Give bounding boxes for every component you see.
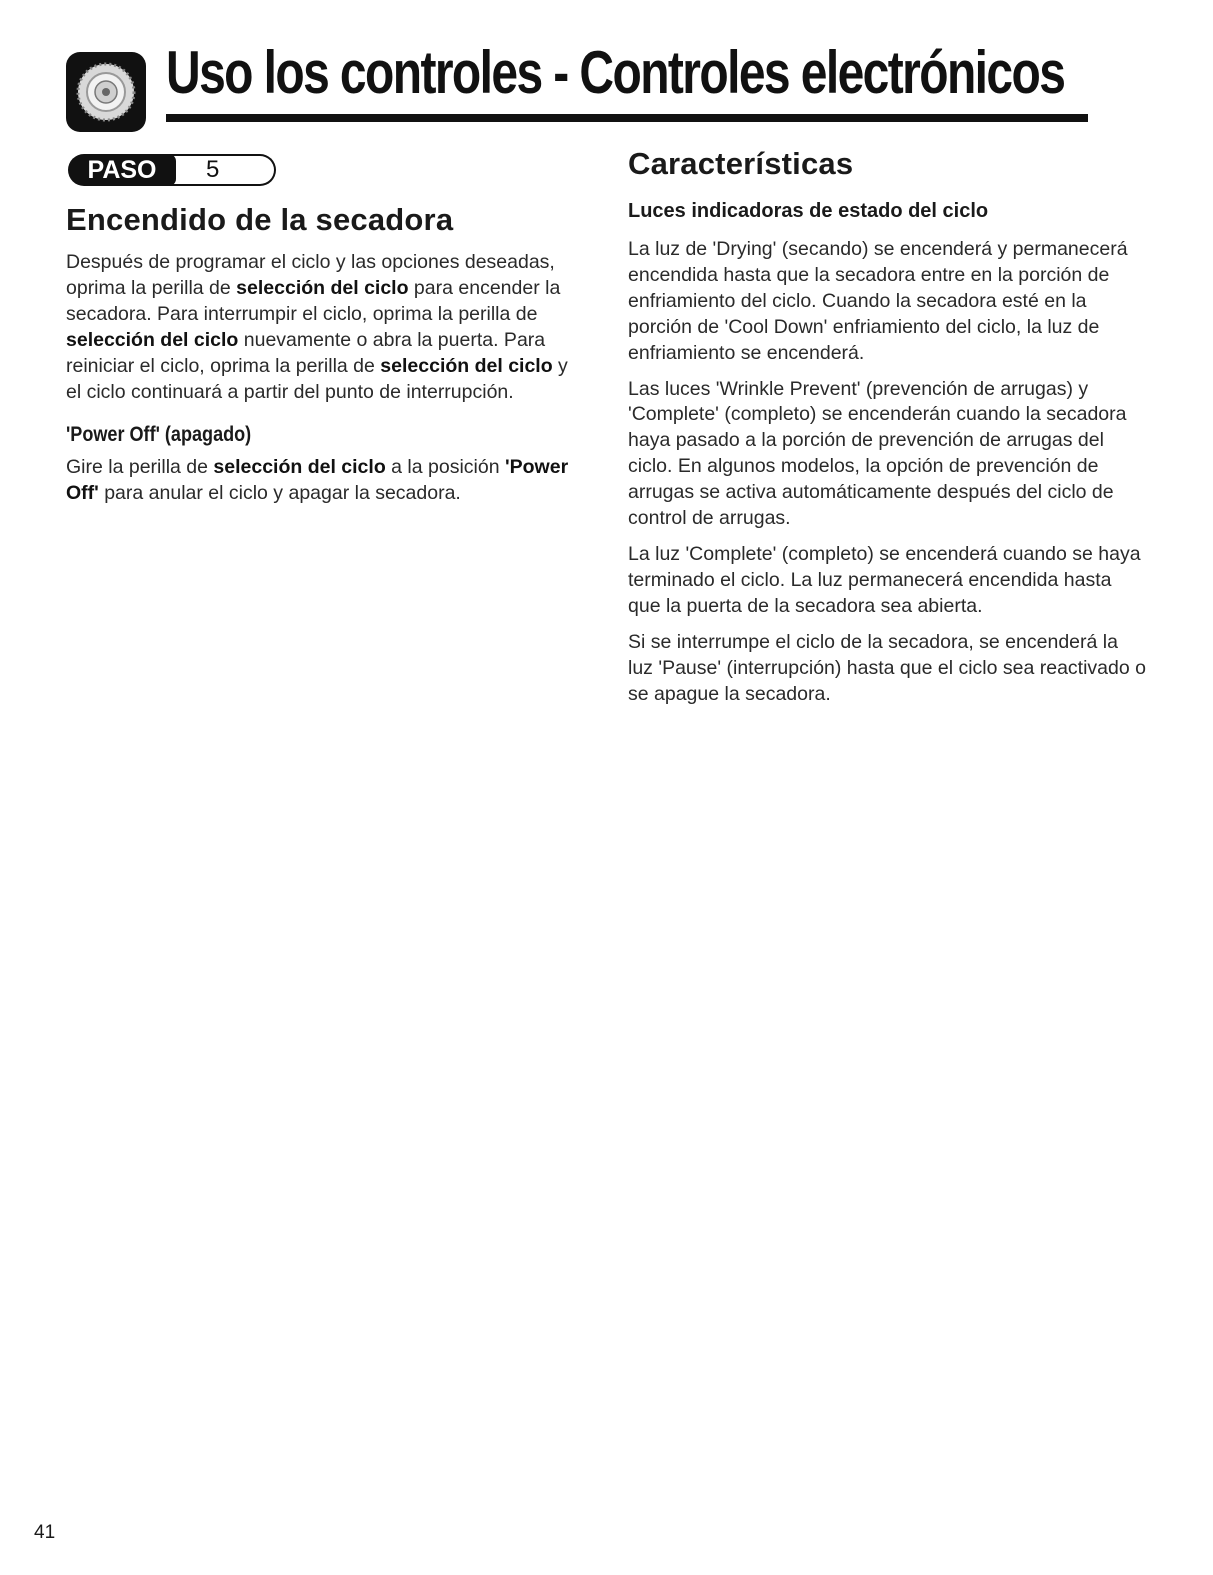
title-rule [166,114,1088,122]
paragraph-complete-light: La luz 'Complete' (completo) se encenderá cuando se haya terminado el ciclo. La luz permanecerá encendida hasta que la puerta de la secadora sea abierta. [628,542,1141,617]
paragraph-wrinkle-light: Las luces 'Wrinkle Prevent' (prevención de arrugas) y 'Complete' (completo) se encenderán cuando la secadora haya pasado a la porción de prevención de arrugas del ciclo. En algunos modelos, la opción de prevención de arrugas se activa automáticamente después del ciclo de control de arrugas. [628,377,1127,530]
step-badge [66,152,586,190]
power-off-heading: 'Power Off' (apagado) [66,423,252,447]
paragraph-pause-light: Si se interrumpe el ciclo de la secadora, se encenderá la luz 'Pause' (interrupción) hasta que el ciclo sea reactivado o se apague la secadora. [628,630,1146,705]
status-lights-heading: Luces indicadoras de estado del ciclo [628,200,989,222]
step-label: PASO [68,154,176,186]
paragraph-start-dryer: Después de programar el ciclo y las opciones deseadas, oprima la perilla de selección del ciclo para encender la secadora. Para interrumpir el ciclo, oprima la perilla de selección del ciclo nuevamente o abra la puerta. Para reiniciar el ciclo, oprima la perilla de selección del ciclo y el ciclo continuará a partir del punto de interrupción. [66,251,568,403]
control-knob-icon [66,52,146,132]
paragraph-power-off: Gire la perilla de selección del ciclo a la posición 'Power Off' para anular el ciclo y apagar la secadora. [66,456,569,505]
section-heading: Encendido de la secadora [66,202,454,237]
page-number: 41 [34,1522,56,1543]
left-column [66,152,586,507]
page-title: Uso los controles - Controles electrónicos [166,39,1065,106]
right-column [628,146,1148,717]
paragraph-drying-light: La luz de 'Drying' (secando) se encenderá y permanecerá encendida hasta que la secadora entre en la porción de enfriamiento del ciclo. Cuando la secadora esté en la porción de 'Cool Down' enfriamiento del ciclo, la luz de enfriamiento se encenderá. [628,238,1128,364]
features-heading: Características [628,146,854,181]
step-number: 5 [166,154,276,186]
